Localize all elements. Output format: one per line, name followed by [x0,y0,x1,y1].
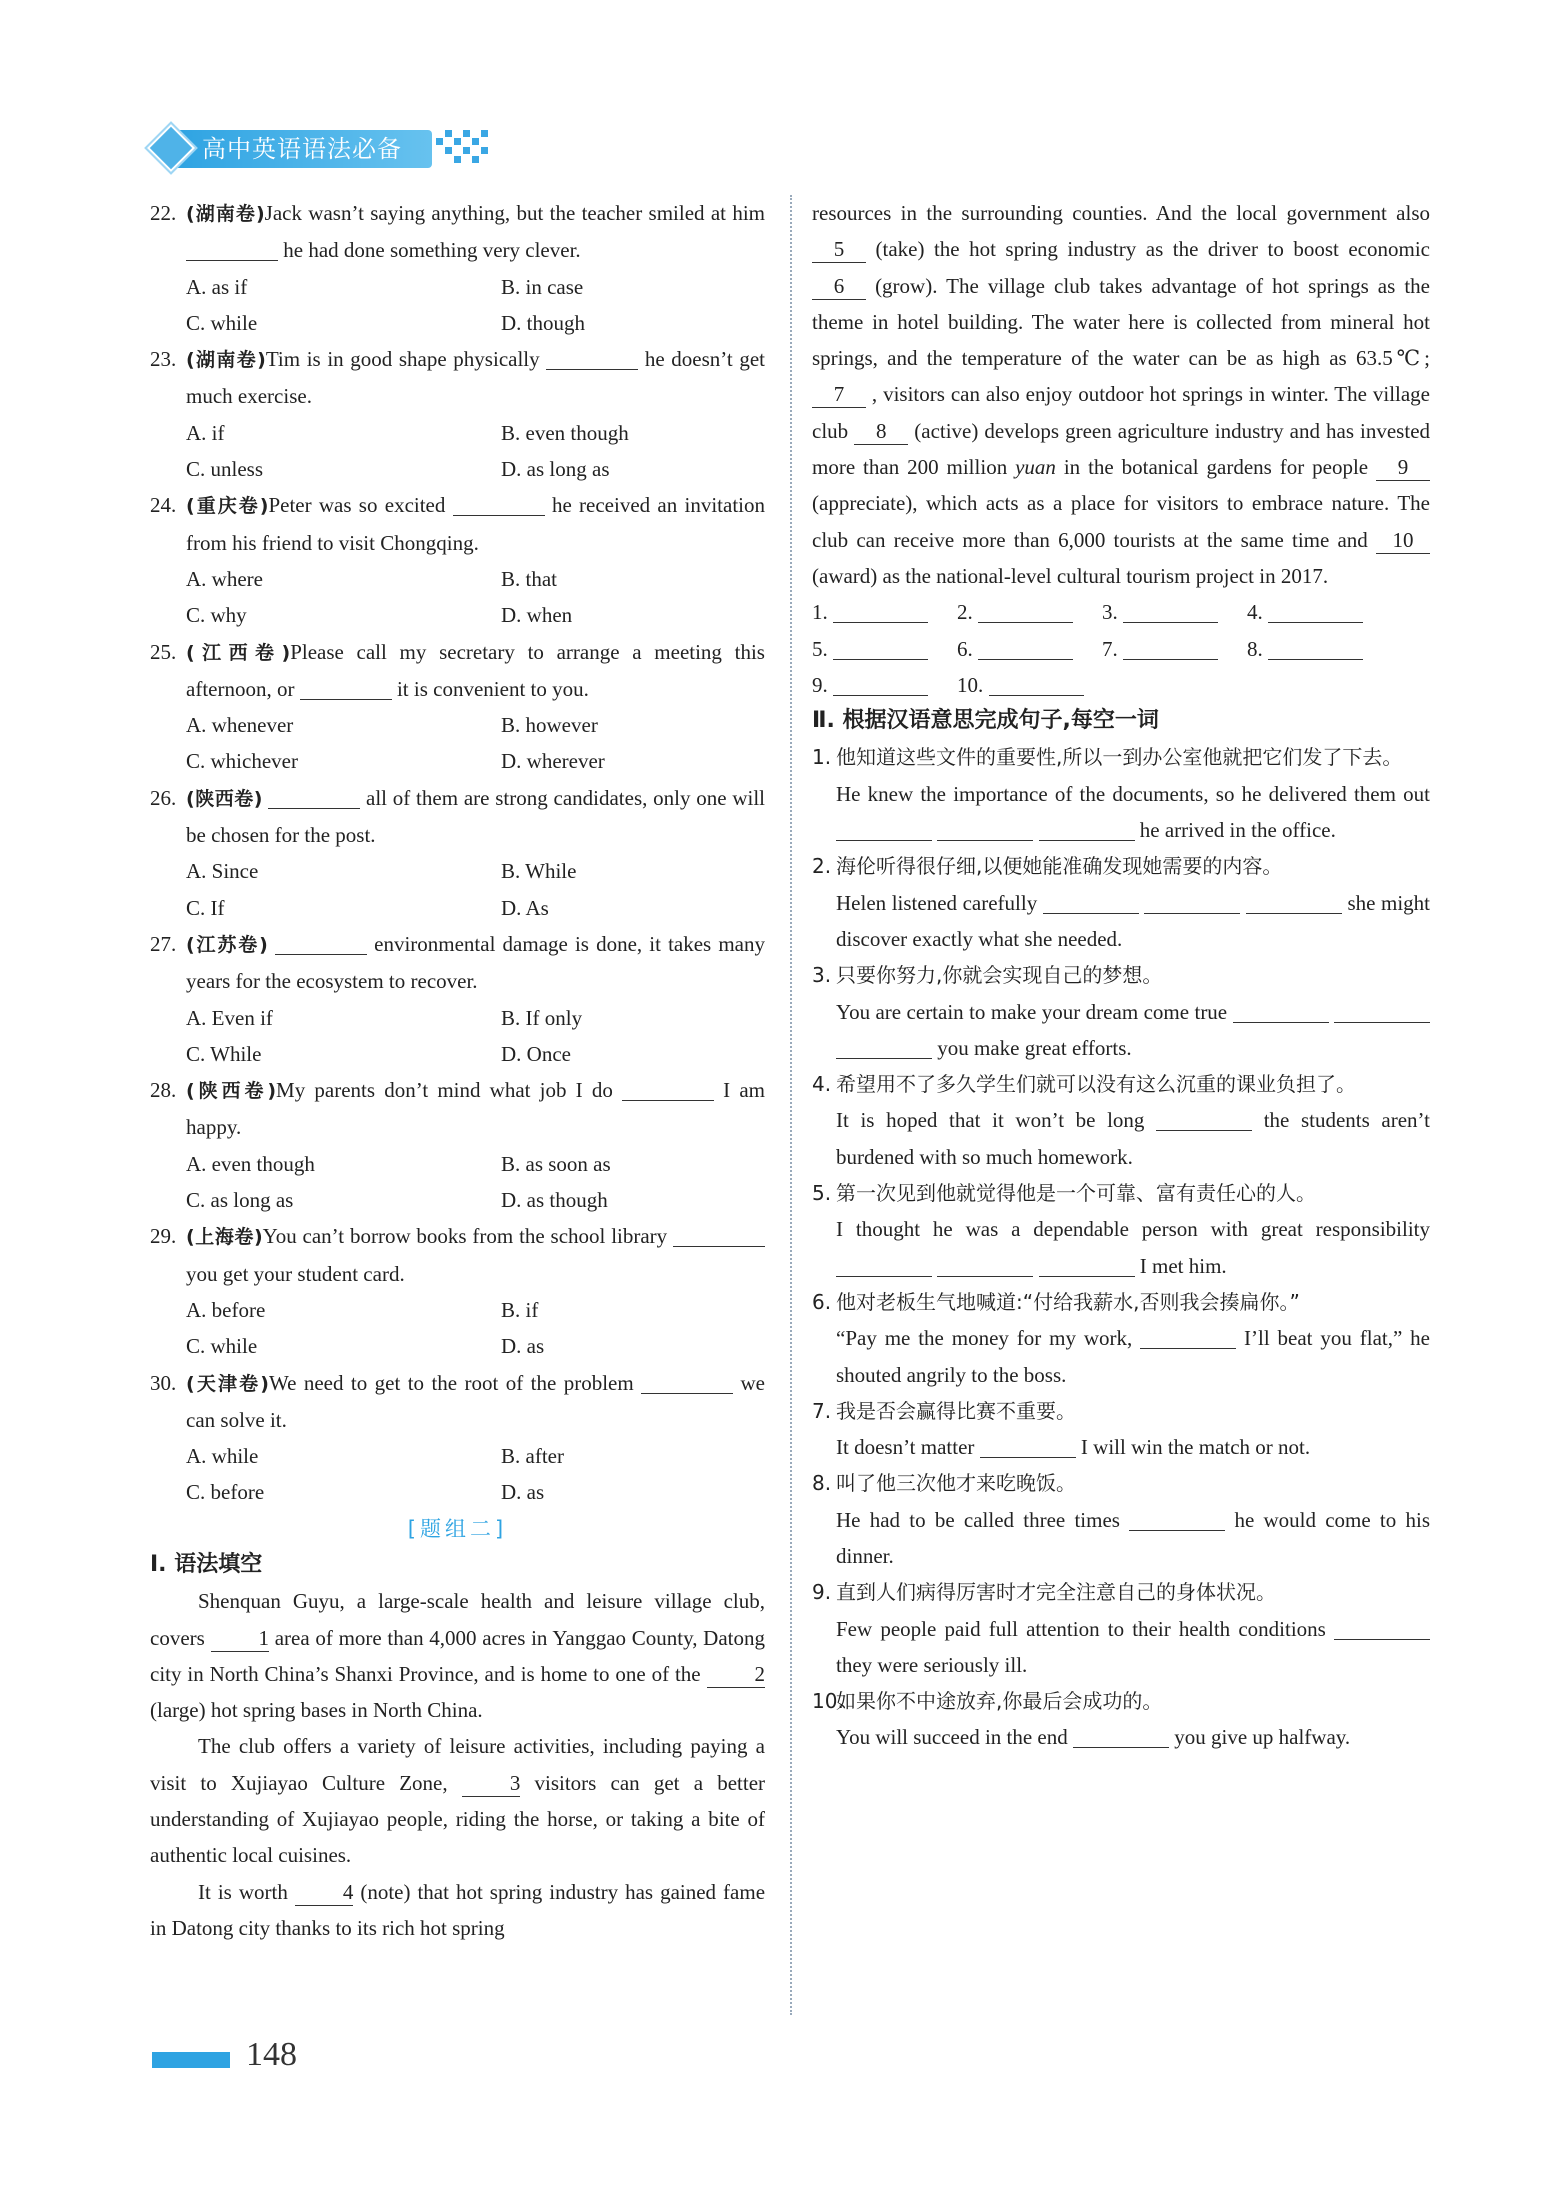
answer-blank[interactable] [1233,999,1329,1023]
answer-blanks [812,594,1430,703]
group-title: [题组二] [407,1516,508,1541]
option-choice[interactable]: D. Once [501,1041,571,1066]
question-text: you get your student card. [186,1261,405,1286]
answer-label: 9. [812,672,828,697]
item-number: 8. [812,1471,832,1496]
answer-slot [812,667,957,703]
answer-label: 6. [957,636,973,661]
option-choice[interactable]: B. While [501,859,577,884]
answer-slot [957,667,1102,703]
option-choice[interactable]: A. even though [186,1151,315,1176]
numbered-blank[interactable]: 3 [462,1770,521,1797]
option-grid [150,561,765,634]
option-choice[interactable]: A. while [186,1444,259,1469]
answer-blank[interactable] [1073,1724,1169,1748]
passage-text: visitors can get a better understanding of Xujiayao people, riding the horse, or taking a bite of authentic local cuisines. [150,1770,766,1868]
question-item [150,634,765,708]
answer-label: 10. [957,672,984,697]
answer-slot [1247,631,1392,667]
answer-blank[interactable] [1129,1507,1225,1531]
question-text: all of them are strong candidates, only one will be chosen for the post. [186,785,766,848]
english-text: the students aren’t burdened with so much homework. [836,1108,1431,1169]
question-item [150,341,765,415]
passage-text: It is worth [198,1879,288,1904]
translation-prompt [812,1465,1430,1501]
chinese-sentence: 海伦听得很仔细,以便她能准确发现她需要的内容。 [836,854,1283,879]
english-text: I met him. [1139,1253,1227,1278]
passage-text: in the botanical gardens for people [1063,455,1369,480]
question-source: (湖南卷) [186,203,265,225]
answer-label: 5. [812,636,828,661]
option-choice[interactable]: C. while [186,1334,258,1359]
answer-blank[interactable] [1268,636,1363,660]
english-text: they were seriously ill. [836,1652,1028,1677]
header-dots-icon [436,130,496,170]
english-text: “Pay me the money for my work, [836,1326,1133,1351]
option-choice[interactable]: A. Even if [186,1005,273,1030]
numbered-blank[interactable]: 8 [854,418,908,445]
english-text: He knew the importance of the documents, so he delivered them out [836,781,1430,806]
question-source: (江西卷) [186,641,291,664]
option-choice[interactable]: B. as soon as [501,1151,611,1176]
translation-prompt [812,1284,1430,1320]
answer-blank[interactable] [937,817,1033,841]
footer-bar [152,2052,230,2068]
passage-paragraph-4 [812,195,1430,594]
option-choice[interactable]: C. why [186,603,247,628]
answer-label: 2. [957,600,973,625]
question-number: 30. [150,1370,177,1395]
english-text: He had to be called three times [836,1507,1120,1532]
answer-blank[interactable] [300,676,392,700]
answer-blank[interactable] [836,817,932,841]
question-source: (江苏卷) [186,933,268,956]
passage-text: resources in the surrounding counties. And the local government also [812,201,1430,225]
option-choice[interactable]: D. when [501,603,573,628]
numbered-blank[interactable]: 4 [295,1879,354,1906]
question-item [150,195,765,269]
question-number: 22. [150,201,177,225]
option-choice[interactable]: B. that [501,566,557,591]
english-text: Few people paid full attention to their health conditions [836,1616,1326,1641]
answer-label: 8. [1247,636,1263,661]
question-source: (陕西卷) [186,1080,277,1103]
option-choice[interactable]: D. As [501,895,549,920]
answer-blank[interactable] [622,1077,714,1101]
passage-text: area of more than 4,000 acres in Yanggao County, Datong city in North China’s Shanxi Province, and is home to one of the [150,1625,765,1686]
option-choice[interactable]: A. as if [186,274,248,299]
question-text: You can’t borrow books from the school library [262,1224,668,1249]
answer-slot [812,631,957,667]
english-text: You will succeed in the end [836,1725,1068,1750]
answer-blank[interactable] [1144,890,1240,914]
english-text: he would come to his dinner. [836,1507,1431,1568]
option-choice[interactable]: A. if [186,420,225,445]
question-number: 25. [150,639,177,664]
answer-blank[interactable] [673,1223,765,1247]
item-number: 10. [812,1689,844,1714]
answer-blank[interactable] [1246,890,1342,914]
answer-blank[interactable] [1123,599,1218,623]
translation-prompt [812,1393,1430,1429]
option-choice[interactable]: D. as though [501,1188,608,1213]
answer-blank[interactable] [546,346,638,370]
answer-slot [1247,594,1392,630]
question-number: 26. [150,785,177,810]
question-text: environmental damage is done, it takes many years for the ecosystem to recover. [186,931,766,994]
item-number: 6. [812,1289,832,1314]
option-grid [150,1438,765,1511]
option-grid [150,707,765,780]
english-text: I’ll beat you flat,” he shouted angrily to the boss. [836,1326,1430,1387]
english-sentence [812,994,1430,1067]
passage-paragraph-3 [150,1874,765,1947]
option-choice[interactable]: A. where [186,566,263,591]
item-number: 9. [812,1580,832,1605]
question-source: (湖南卷) [186,349,266,372]
option-choice[interactable]: C. as long as [186,1188,294,1213]
chinese-sentence: 如果你不中途放弃,你最后会成功的。 [836,1689,1163,1714]
answer-blank[interactable] [937,1253,1033,1277]
option-choice[interactable]: C. while [186,310,258,335]
question-number: 23. [150,347,177,372]
option-choice[interactable]: D. though [501,310,585,335]
numbered-blank[interactable]: 2 [707,1661,766,1688]
question-text: My parents don’t mind what job I do [276,1078,613,1103]
english-sentence [812,1719,1430,1755]
option-grid [150,853,765,926]
answer-blank[interactable] [186,237,278,261]
section1-title: Ⅰ. 语法填空 [150,1551,263,1577]
option-choice[interactable]: D. as long as [501,457,610,482]
answer-blank[interactable] [275,931,367,955]
option-choice[interactable]: D. wherever [501,749,605,774]
page-header [150,118,510,182]
answer-slot [957,631,1102,667]
question-item [150,1072,765,1146]
answer-blank[interactable] [1123,636,1218,660]
option-choice[interactable]: C. whichever [186,749,298,774]
right-column [812,195,1430,1756]
answer-slot [1102,631,1247,667]
question-text: We need to get to the root of the problem [269,1370,634,1395]
left-column [150,195,765,1946]
item-number: 3. [812,963,832,988]
page-number: 148 [246,2036,297,2073]
translation-prompt [812,739,1430,775]
item-number: 5. [812,1181,832,1206]
answer-blank[interactable] [833,599,928,623]
passage-text: (award) as the national-level cultural tourism project in 2017. [812,563,1329,588]
option-grid [150,269,765,342]
chinese-sentence: 他知道这些文件的重要性,所以一到办公室他就把它们发了下去。 [836,745,1403,770]
question-source: (天津卷) [186,1372,269,1395]
answer-blank[interactable] [453,492,545,516]
question-number: 24. [150,493,177,518]
passage-paragraph-1 [150,1583,765,1728]
question-text: he had done something very clever. [283,238,581,263]
question-item [150,926,765,1000]
answer-blank[interactable] [989,672,1084,696]
question-item [150,1218,765,1292]
item-number: 4. [812,1072,832,1097]
translation-prompt [812,1574,1430,1610]
translation-list [812,739,1430,1755]
question-text: he received an invitation from his friend to visit Chongqing. [186,493,766,555]
translation-prompt [812,1066,1430,1102]
option-choice[interactable]: A. whenever [186,713,294,738]
answer-blank[interactable] [268,785,360,809]
option-grid [150,415,765,488]
passage-text: Shenquan Guyu, a large-scale health and leisure village club, covers [150,1589,765,1650]
answer-blank[interactable] [1039,1253,1135,1277]
english-sentence [812,776,1430,849]
section2-title: Ⅱ. 根据汉语意思完成句子,每空一词 [812,708,1159,734]
english-sentence [812,1429,1430,1465]
english-text: you give up halfway. [1174,1725,1351,1750]
numbered-blank[interactable]: 7 [812,381,866,408]
english-text: she might discover exactly what she needed. [836,890,1431,951]
question-item [150,780,765,854]
passage-text: (take) the hot spring industry as the driver to boost economic [875,237,1430,262]
question-source: (陕西卷) [186,787,263,810]
answer-blank[interactable] [1156,1107,1252,1131]
english-text: It doesn’t matter [836,1435,975,1460]
option-choice[interactable]: D. as [501,1480,545,1505]
option-grid [150,1000,765,1073]
answer-blank[interactable] [836,1035,932,1059]
answer-label: 7. [1102,636,1118,661]
option-choice[interactable]: B. even though [501,420,629,445]
answer-blank[interactable] [1268,599,1363,623]
answer-blank[interactable] [833,636,928,660]
question-item [150,487,765,561]
chinese-sentence: 他对老板生气地喊道:“付给我薪水,否则我会揍扁你。” [836,1289,1300,1314]
answer-label: 4. [1247,600,1263,625]
option-choice[interactable]: C. unless [186,457,264,482]
answer-slot [957,594,1102,630]
translation-prompt [812,957,1430,993]
column-divider [790,195,792,2015]
answer-label: 3. [1102,600,1118,625]
answer-blank[interactable] [978,599,1073,623]
answer-blank[interactable] [641,1370,733,1394]
english-sentence [812,1611,1430,1684]
question-source: (上海卷) [186,1226,263,1249]
answer-blank[interactable] [1334,999,1430,1023]
question-text: he doesn’t get much exercise. [186,347,766,409]
question-text: Tim is in good shape physically [265,347,540,372]
item-number: 2. [812,854,832,879]
english-sentence [812,885,1430,958]
english-sentence [812,1502,1430,1575]
option-choice[interactable]: B. If only [501,1005,583,1030]
english-text: You are certain to make your dream come true [836,999,1228,1024]
option-grid [150,1292,765,1365]
question-text: we can solve it. [186,1370,765,1432]
option-choice[interactable]: A. Since [186,859,259,884]
answer-blank[interactable] [1043,890,1139,914]
answer-label: 1. [812,600,828,625]
chinese-sentence: 希望用不了多久学生们就可以没有这么沉重的课业负担了。 [836,1072,1356,1097]
numbered-blank[interactable]: 10 [1376,527,1430,554]
numbered-blank[interactable]: 5 [812,236,866,263]
passage-text: (grow). The village club takes advantage of hot springs as the theme in hotel building. The water here is collected from mineral hot springs, and the temperature of the water can be as high as 63.5℃; [812,273,1430,371]
option-choice[interactable]: B. in case [501,274,584,299]
chinese-sentence: 第一次见到他就觉得他是一个可靠、富有责任心的人。 [836,1181,1316,1206]
answer-blank[interactable] [1140,1325,1236,1349]
option-choice[interactable]: B. if [501,1297,539,1322]
question-text: Peter was so excited [268,493,446,518]
passage-text: The club offers a variety of leisure activities, including paying a visit to Xujiayao Culture Zone, [150,1734,765,1795]
passage-text: (note) that hot spring industry has gained fame in Datong city thanks to its rich hot spring [150,1879,766,1940]
passage-text: (appreciate), which acts as a place for visitors to embrace nature. The club can receive more than 6,000 tourists at the same time and [812,491,1430,552]
passage-text: , visitors can also enjoy outdoor hot springs in winter. The village club [812,382,1431,443]
item-number: 1. [812,745,832,770]
chinese-sentence: 只要你努力,你就会实现自己的梦想。 [836,963,1163,988]
question-number: 27. [150,931,177,956]
english-sentence [812,1320,1430,1393]
chinese-sentence: 叫了他三次他才来吃晚饭。 [836,1471,1076,1496]
answer-blank[interactable] [980,1434,1076,1458]
option-choice[interactable]: A. before [186,1297,266,1322]
multiple-choice-list [150,195,765,1511]
question-number: 29. [150,1224,177,1249]
answer-blank[interactable] [1334,1616,1430,1640]
question-text: I am happy. [186,1078,765,1140]
translation-prompt [812,1683,1430,1719]
question-text: it is convenient to you. [396,676,589,701]
option-choice[interactable]: D. as [501,1334,545,1359]
answer-slot [812,594,957,630]
item-number: 7. [812,1398,832,1423]
question-source: (重庆卷) [186,495,269,518]
english-text: I will win the match or not. [1080,1435,1311,1460]
translation-prompt [812,1175,1430,1211]
chinese-sentence: 直到人们病得厉害时才完全注意自己的身体状况。 [836,1580,1276,1605]
answer-slot [1102,594,1247,630]
english-text: Helen listened carefully [836,890,1038,915]
question-item [150,1365,765,1439]
answer-blank[interactable] [978,636,1073,660]
option-choice[interactable]: B. after [501,1444,564,1469]
passage-text: (large) hot spring bases in North China. [150,1698,483,1723]
english-text: It is hoped that it won’t be long [836,1108,1145,1133]
english-text: I thought he was a dependable person with great responsibility [836,1217,1430,1242]
english-sentence [812,1211,1430,1284]
english-sentence [812,1102,1430,1175]
passage-text: yuan [1015,455,1056,480]
translation-prompt [812,848,1430,884]
option-grid [150,1146,765,1219]
numbered-blank[interactable]: 6 [812,273,866,300]
passage-text: (active) develops green agriculture industry and has invested more than 200 million [812,418,1431,480]
option-choice[interactable]: C. While [186,1041,262,1066]
question-text: Please call my secretary to arrange a meeting this afternoon, or [186,639,765,701]
option-choice[interactable]: C. before [186,1480,265,1505]
english-text: he arrived in the office. [1139,818,1336,843]
numbered-blank[interactable]: 9 [1376,454,1430,481]
answer-blank[interactable] [836,1253,932,1277]
chinese-sentence: 我是否会赢得比赛不重要。 [836,1398,1076,1423]
question-number: 28. [150,1078,177,1103]
answer-blank[interactable] [1039,817,1135,841]
passage-paragraph-2 [150,1728,765,1873]
option-choice[interactable]: C. If [186,895,225,920]
option-choice[interactable]: B. however [501,713,598,738]
book-title: 高中英语语法必备 [202,135,402,163]
question-text: Jack wasn’t saying anything, but the teacher smiled at him [264,201,765,225]
english-text: you make great efforts. [937,1035,1132,1060]
numbered-blank[interactable]: 1 [211,1625,270,1652]
answer-blank[interactable] [833,672,928,696]
